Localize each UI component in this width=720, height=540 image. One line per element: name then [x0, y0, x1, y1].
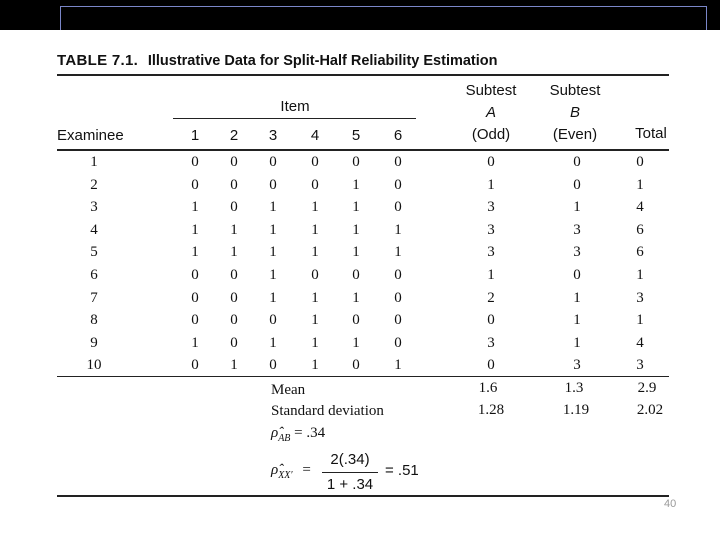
item-header-1: 1: [190, 127, 200, 144]
subtest-b-header-line1: Subtest: [549, 82, 601, 99]
subtest-b-score: 3: [573, 244, 581, 261]
page-number: 40: [664, 498, 677, 510]
subtest-b-score: 0: [573, 267, 581, 283]
item-score: 1: [394, 244, 402, 261]
item-score: 1: [191, 199, 199, 216]
item-score: 0: [230, 334, 238, 351]
item-score: 1: [311, 221, 319, 238]
item-score: 0: [230, 312, 238, 329]
item-score: 1: [269, 267, 277, 283]
total-score: 4: [636, 334, 644, 351]
examinee-number: 5: [90, 244, 98, 261]
rho-xx-result: = .51: [385, 462, 419, 479]
item-score: 1: [230, 244, 238, 261]
subtest-b-score: 1: [573, 199, 581, 216]
subtest-a-score: 3: [487, 199, 495, 216]
sd-b: 1.19: [562, 402, 590, 418]
item-score: 0: [191, 357, 199, 374]
data-bottom-rule: [57, 376, 669, 377]
subtest-a-score: 3: [487, 334, 495, 351]
item-header-2: 2: [229, 127, 239, 144]
item-score: 0: [352, 312, 360, 329]
sd-a: 1.28: [477, 402, 505, 418]
item-score: 1: [269, 199, 277, 216]
item-score: 0: [352, 154, 360, 170]
subtest-a-score: 0: [487, 154, 495, 170]
item-score: 1: [352, 244, 360, 261]
sd-total: 2.02: [636, 402, 664, 418]
examinee-number: 1: [90, 154, 98, 170]
subtest-b-score: 1: [573, 312, 581, 329]
item-score: 1: [394, 221, 402, 238]
item-score: 0: [230, 199, 238, 216]
subtest-b-header-line3: (Even): [552, 126, 598, 143]
item-score: 1: [311, 357, 319, 374]
subtest-a-score: 3: [487, 221, 495, 238]
subtest-a-score: 3: [487, 244, 495, 261]
item-score: 1: [352, 334, 360, 351]
rho-xx-equals: =: [302, 462, 311, 478]
item-score: 1: [269, 289, 277, 306]
item-score: 1: [230, 221, 238, 238]
item-score: 0: [311, 176, 319, 193]
bottom-rule: [57, 495, 669, 497]
subtest-a-score: 2: [487, 289, 495, 306]
subtest-b-score: 1: [573, 334, 581, 351]
item-score: 0: [191, 312, 199, 329]
examinee-number: 6: [90, 267, 98, 283]
examinee-number: 2: [90, 176, 98, 193]
examinee-number: 3: [90, 199, 98, 216]
item-score: 0: [191, 289, 199, 306]
table-label: TABLE 7.1.: [57, 52, 139, 69]
examinee-number: 4: [90, 221, 98, 238]
rho-xx-symbol: ρ̂: [271, 462, 279, 478]
subtest-b-header-line2: B: [569, 104, 581, 121]
subtest-a-score: 1: [487, 267, 495, 283]
item-score: 1: [269, 221, 277, 238]
item-score: 0: [191, 176, 199, 193]
item-score: 0: [191, 154, 199, 170]
item-score: 0: [352, 357, 360, 374]
item-score: 1: [191, 334, 199, 351]
item-score: 0: [230, 176, 238, 193]
total-score: 6: [636, 244, 644, 261]
item-header-4: 4: [310, 127, 320, 144]
subtest-a-score: 0: [487, 357, 495, 374]
item-score: 0: [394, 267, 402, 283]
item-score: 0: [394, 289, 402, 306]
subtest-a-score: 0: [487, 312, 495, 329]
item-score: 0: [269, 154, 277, 170]
item-header-6: 6: [393, 127, 403, 144]
rho-xx-numerator: 2(.34): [330, 451, 370, 468]
item-score: 0: [230, 289, 238, 306]
table-title: Illustrative Data for Split-Half Reliability Estimation: [147, 53, 498, 69]
total-score: 3: [636, 357, 644, 374]
total-score: 1: [636, 267, 644, 283]
subtest-a-header-line1: Subtest: [465, 82, 517, 99]
subtest-b-score: 0: [573, 176, 581, 193]
item-score: 0: [394, 154, 402, 170]
total-score: 0: [636, 154, 644, 170]
item-score: 0: [311, 267, 319, 283]
examinee-number: 10: [86, 357, 102, 374]
subtest-b-score: 3: [573, 221, 581, 238]
header-rule: [57, 149, 669, 151]
item-header-5: 5: [351, 127, 361, 144]
total-score: 6: [636, 221, 644, 238]
mean-label: Mean: [271, 382, 306, 398]
examinee-number: 9: [90, 334, 98, 351]
examinee-number: 8: [90, 312, 98, 329]
item-score: 0: [394, 176, 402, 193]
top-rule: [57, 74, 669, 76]
item-score: 0: [394, 312, 402, 329]
item-score: 0: [230, 267, 238, 283]
examinee-header: Examinee: [57, 127, 124, 144]
total-header: Total: [635, 125, 667, 142]
item-group-rule: [173, 118, 416, 119]
item-score: 1: [311, 244, 319, 261]
item-score: 0: [269, 312, 277, 329]
item-score: 1: [311, 199, 319, 216]
item-score: 0: [352, 267, 360, 283]
subtest-b-score: 3: [573, 357, 581, 374]
examinee-number: 7: [90, 289, 98, 306]
mean-b: 1.3: [564, 380, 584, 396]
rho-ab-subscript: AB: [278, 433, 291, 444]
mean-total: 2.9: [637, 380, 657, 396]
table-caption: [57, 52, 498, 70]
item-score: 0: [394, 199, 402, 216]
rho-xx-label: [271, 462, 311, 481]
item-score: 1: [352, 289, 360, 306]
item-score: 1: [352, 176, 360, 193]
item-header-3: 3: [268, 127, 278, 144]
item-score: 1: [394, 357, 402, 374]
item-score: 1: [311, 312, 319, 329]
item-score: 1: [311, 289, 319, 306]
rho-xx-denominator: 1 + .34: [326, 476, 374, 493]
rho-ab-symbol: ρ̂: [271, 425, 279, 441]
item-score: 0: [394, 334, 402, 351]
item-score: 1: [352, 221, 360, 238]
subtest-a-header-line2: A: [485, 104, 497, 121]
item-score: 0: [191, 267, 199, 283]
total-score: 1: [636, 176, 644, 193]
item-score: 0: [269, 357, 277, 374]
item-score: 1: [191, 221, 199, 238]
rho-ab-value: = .34: [294, 425, 326, 441]
item-score: 1: [230, 357, 238, 374]
rho-xx-subscript: XX′: [278, 470, 293, 481]
item-score: 1: [311, 334, 319, 351]
item-score: 1: [269, 334, 277, 351]
total-score: 3: [636, 289, 644, 306]
item-score: 1: [352, 199, 360, 216]
subtest-b-score: 1: [573, 289, 581, 306]
item-score: 0: [230, 154, 238, 170]
item-score: 1: [191, 244, 199, 261]
item-score: 0: [269, 176, 277, 193]
rho-ab-formula: [271, 425, 325, 444]
subtest-b-score: 0: [573, 154, 581, 170]
subtest-a-header-line3: (Odd): [471, 126, 511, 143]
total-score: 4: [636, 199, 644, 216]
fraction-bar: [322, 472, 378, 473]
subtest-a-score: 1: [487, 176, 495, 193]
mean-a: 1.6: [478, 380, 498, 396]
item-score: 1: [269, 244, 277, 261]
total-score: 1: [636, 312, 644, 329]
item-group-header: Item: [280, 98, 310, 115]
item-score: 0: [311, 154, 319, 170]
sd-label: Standard deviation: [271, 403, 384, 419]
